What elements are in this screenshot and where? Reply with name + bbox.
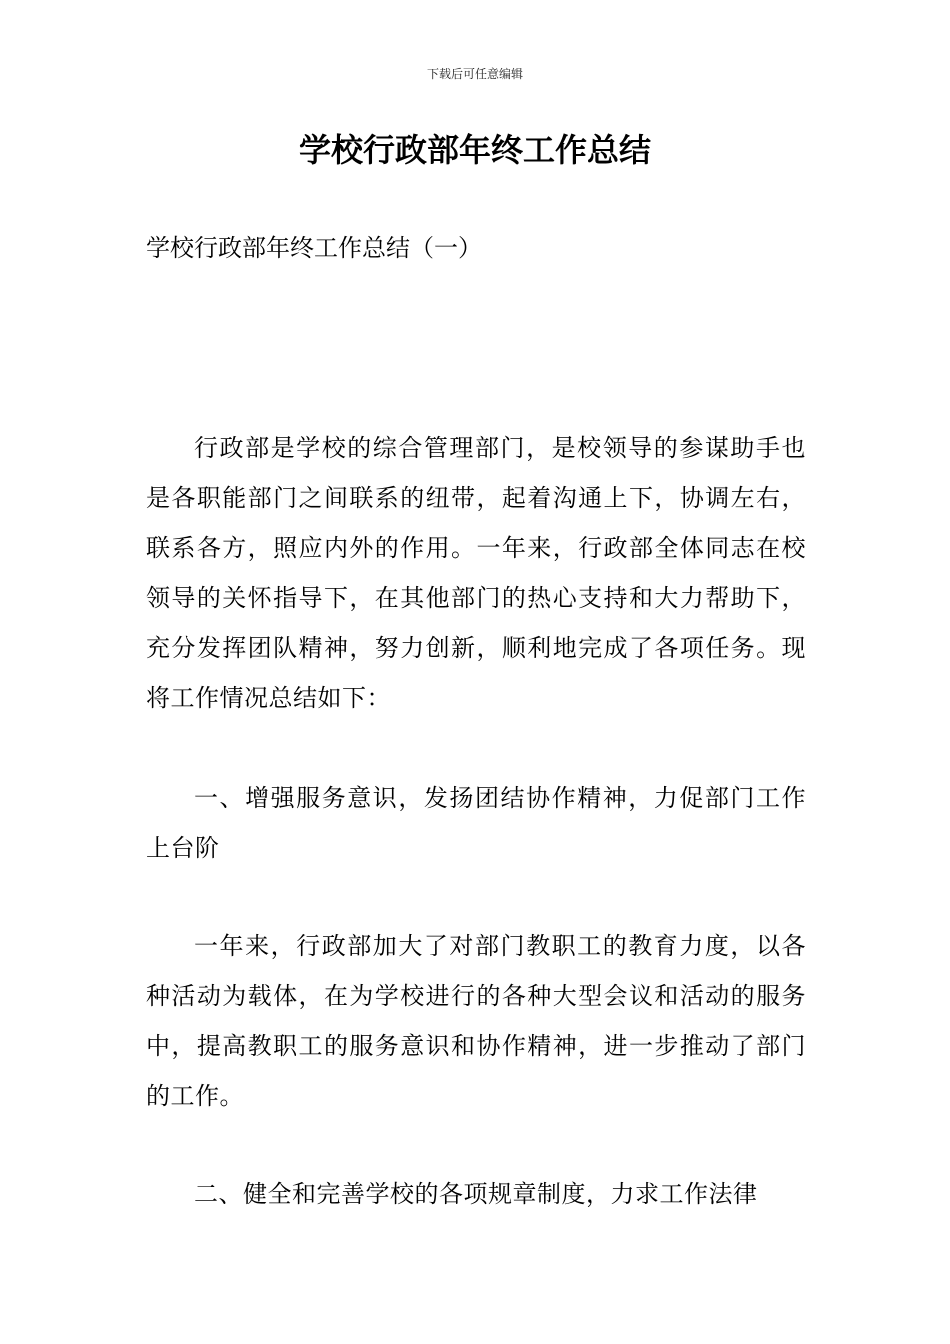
paragraph-heading-one: 一、增强服务意识，发扬团结协作精神，力促部门工作上台阶 <box>146 784 806 862</box>
section-subtitle: 学校行政部年终工作总结（一） <box>146 234 482 262</box>
header-note: 下载后可任意编辑 <box>426 67 523 81</box>
document-title: 学校行政部年终工作总结 <box>298 131 651 169</box>
paragraph-service: 一年来，行政部加大了对部门教职工的教育力度，以各种活动为载体，在为学校进行的各种大型会议和活动的服务中，提高教职工的服务意识和协作精神，进一步推动了部门的工作。 <box>146 932 806 1110</box>
paragraph-heading-two: 二、健全和完善学校的各项规章制度，力求工作法律 <box>194 1180 758 1208</box>
paragraph-intro: 行政部是学校的综合管理部门，是校领导的参谋助手也是各职能部门之间联系的纽带，起着沟通上下，协调左右，联系各方，照应内外的作用。一年来，行政部全体同志在校领导的关怀指导下，在其他部门的热心支持和大力帮助下，充分发挥团队精神，努力创新，顺利地完成了各项任务。现将工作情况总结如下： <box>146 434 806 712</box>
